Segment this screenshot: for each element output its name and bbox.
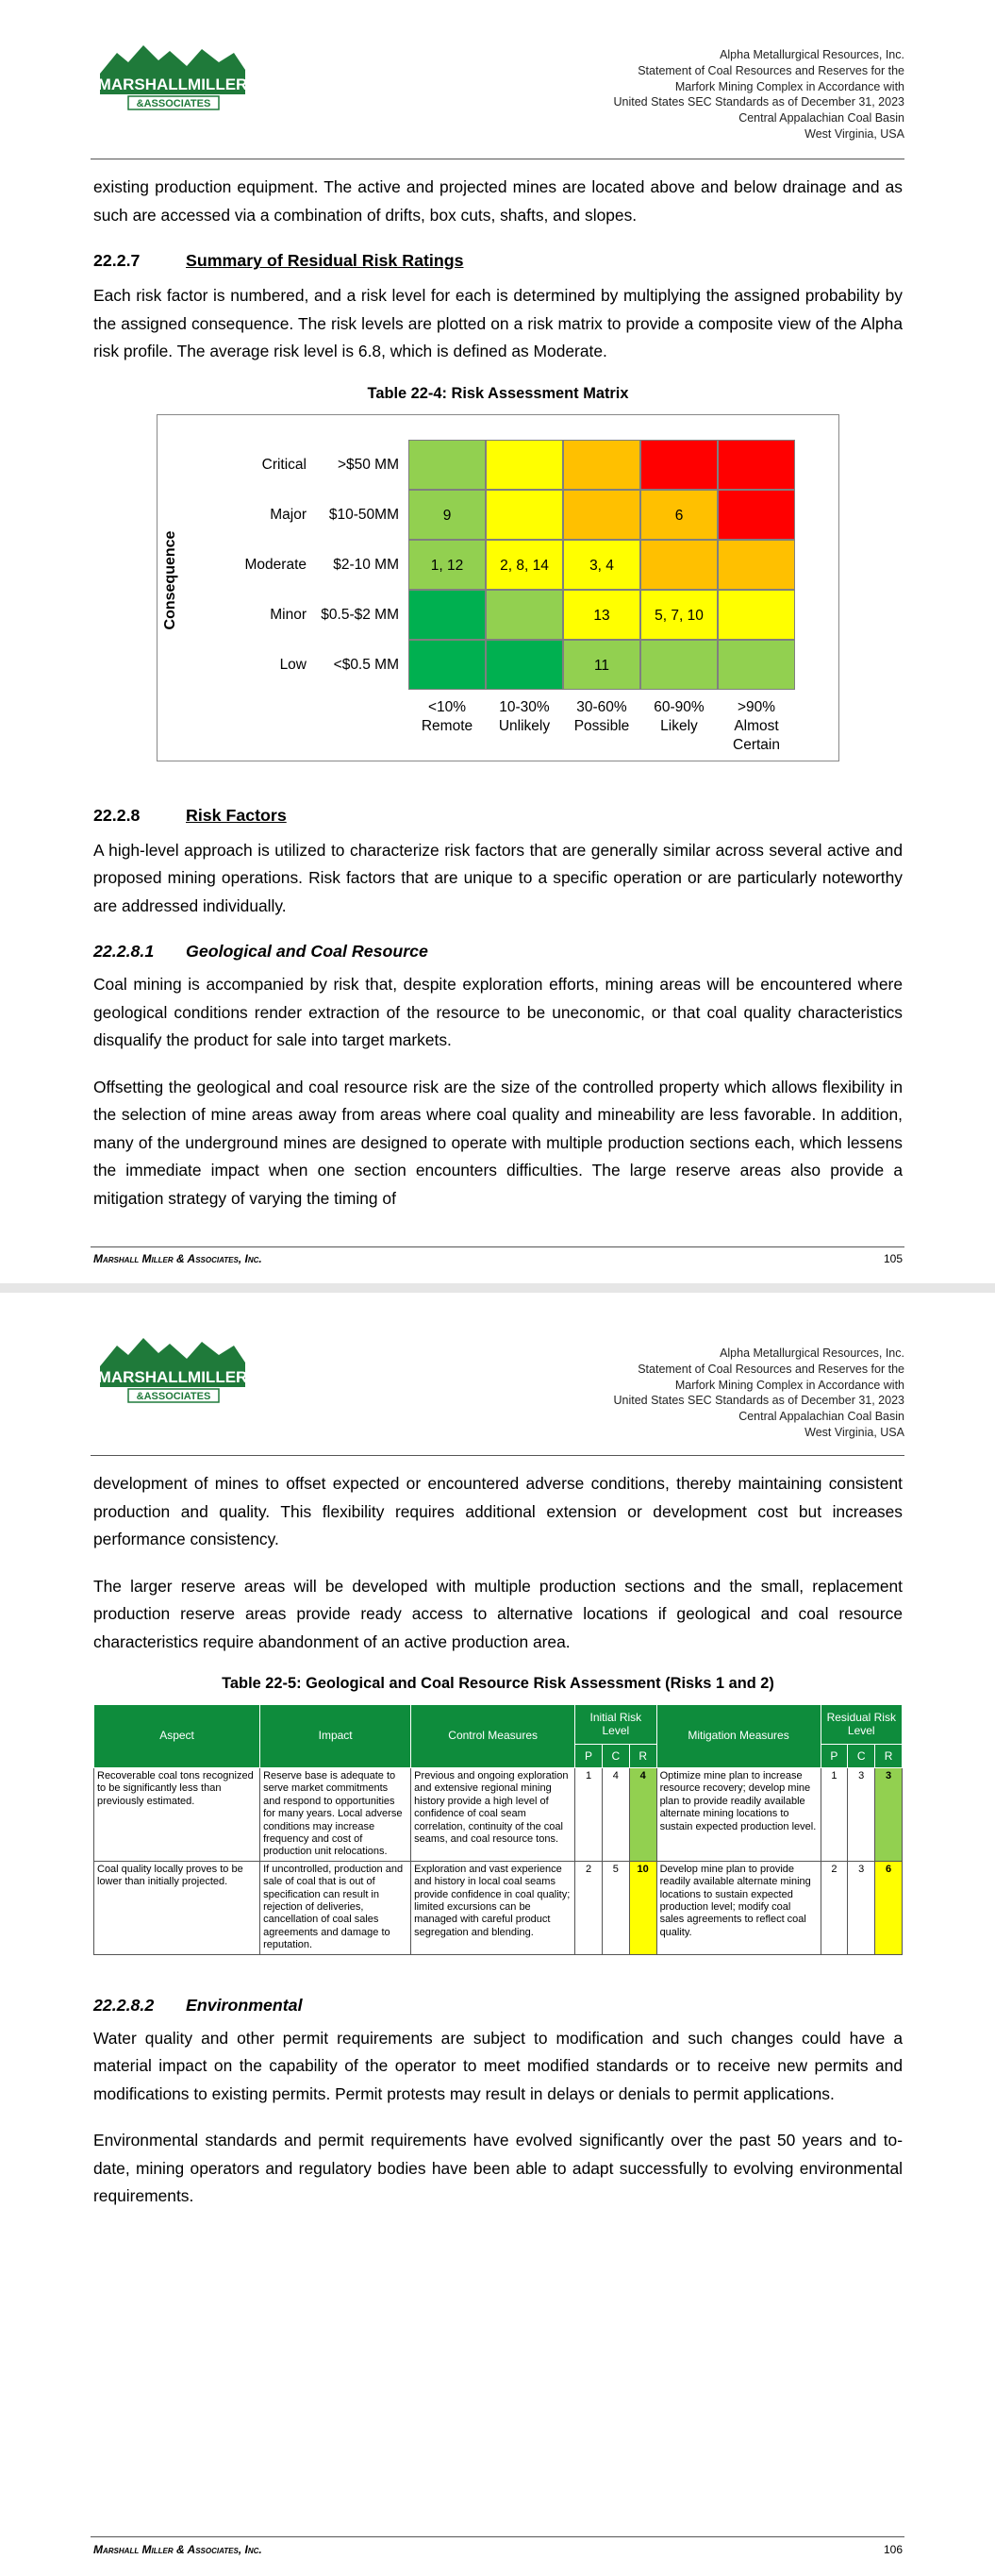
cell-initial-p: 2: [575, 1861, 603, 1954]
matrix-cell: 13: [563, 590, 640, 640]
probability-label-line: Likely: [660, 717, 698, 734]
svg-text:&ASSOCIATES: &ASSOCIATES: [136, 98, 211, 109]
cell-aspect: Recoverable coal tons recognized to be significantly less than previously estimated.: [94, 1768, 260, 1862]
cell-residual-p: 2: [821, 1861, 848, 1954]
cell-initial-r: 4: [629, 1768, 656, 1862]
consequence-label: Moderate: [244, 556, 307, 573]
marshall-miller-logo: [96, 42, 247, 113]
header-line: Central Appalachian Coal Basin: [738, 1410, 904, 1424]
paragraph: development of mines to offset expected or encountered adverse conditions, thereby maintaining consistent production and quality. This flexibility requires additional extension or development cost but increases performance consistency.: [93, 1474, 903, 1548]
header-line: Alpha Metallurgical Resources, Inc.: [720, 48, 904, 61]
paragraph: The larger reserve areas will be developed with multiple production sections and the small, replacement production reserve areas provide ready access to alternative locations if geological and coal resource characteristics require abandonment of an active production area.: [93, 1576, 903, 1651]
consequence-amount: $2-10 MM: [333, 556, 399, 573]
page-content: [93, 1470, 903, 2230]
section-number: 22.2.7: [93, 251, 141, 270]
section-heading: [93, 248, 903, 273]
matrix-cell: [640, 640, 718, 690]
page-number: 105: [883, 1252, 903, 1265]
probability-label-line: >90%: [737, 698, 776, 715]
matrix-cell: [563, 490, 640, 540]
matrix-row: [158, 590, 837, 640]
matrix-cell: [718, 490, 795, 540]
cell-impact: If uncontrolled, production and sale of coal that is out of specification can result in rejection of deliveries, cancellation of coal sales agreements and damage to reputation.: [260, 1861, 411, 1954]
section-title: Geological and Coal Resource: [186, 942, 428, 961]
header-c: C: [848, 1745, 875, 1768]
matrix-cell: [486, 590, 563, 640]
matrix-row: [158, 540, 837, 590]
paragraph: Water quality and other permit requirements are subject to modification and such changes could have a material impact on the capability of the operator to meet modified standards or to receive new permits and modifications to existing permits. Permit protests may result in delays or denials to permit applications.: [93, 2028, 903, 2103]
probability-label-line: <10%: [427, 698, 467, 715]
header-rule: [91, 1455, 904, 1456]
matrix-cell: [718, 590, 795, 640]
cell-control: Exploration and vast experience and history in local coal seams provide confidence in coal quality; limited excursions can be managed with careful product segregation and blending.: [411, 1861, 575, 1954]
probability-label-line: 30-60%: [576, 698, 627, 715]
table-caption: Table 22-4: Risk Assessment Matrix: [367, 384, 629, 402]
matrix-cell: [718, 640, 795, 690]
header-line: Central Appalachian Coal Basin: [738, 111, 904, 125]
consequence-amount: $0.5-$2 MM: [321, 606, 399, 623]
matrix-cell: [408, 590, 486, 640]
cell-initial-p: 1: [575, 1768, 603, 1862]
header-line: Alpha Metallurgical Resources, Inc.: [720, 1347, 904, 1360]
section-number: 22.2.8: [93, 805, 141, 825]
matrix-cell: [718, 540, 795, 590]
paragraph: A high-level approach is utilized to characterize risk factors that are generally similar across several active and proposed mining operations. Risk factors that are unique to a specific operation or are particularly noteworthy are addressed individually.: [93, 840, 903, 915]
paragraph: Each risk factor is numbered, and a risk level for each is determined by multiplying the assigned probability by the assigned consequence. The risk levels are plotted on a risk matrix to provide a composite view of the Alpha risk profile. The average risk level is 6.8, which is defined as Moderate.: [93, 286, 903, 360]
probability-label-line: Certain: [733, 736, 780, 753]
probability-label-line: Possible: [573, 717, 630, 734]
table-row: [94, 1768, 903, 1862]
header-line: West Virginia, USA: [804, 126, 904, 141]
subsection-heading: [93, 1993, 903, 2017]
consequence-amount: $10-50MM: [328, 506, 399, 523]
svg-text:MARSHALLMILLER: MARSHALLMILLER: [97, 75, 247, 93]
probability-label-line: 60-90%: [654, 698, 705, 715]
cell-residual-p: 1: [821, 1768, 848, 1862]
header-residual-risk: Residual Risk Level: [821, 1705, 902, 1745]
svg-text:&ASSOCIATES: &ASSOCIATES: [136, 1391, 211, 1402]
consequence-label: Critical: [261, 456, 307, 473]
paragraph: Coal mining is accompanied by risk that, despite exploration efforts, mining areas will be encountered where geological conditions render extraction of the resource to be uneconomic, or that coal quality characteristics disqualify the product for sale into target markets.: [93, 975, 903, 1049]
matrix-cell: [640, 540, 718, 590]
matrix-cell: 5, 7, 10: [640, 590, 718, 640]
matrix-cell: 9: [408, 490, 486, 540]
svg-text:MARSHALLMILLER: MARSHALLMILLER: [97, 1368, 247, 1386]
page-header: [613, 1346, 904, 1441]
subsection-heading: [93, 939, 903, 963]
probability-label: [408, 698, 486, 736]
footer-rule: [91, 1246, 904, 1247]
paragraph: Offsetting the geological and coal resource risk are the size of the controlled property which allows flexibility in the selection of mine areas away from areas where coal quality and mineability are less favorable. In addition, many of the underground mines are designed to operate with multiple production sections each, which lessens the immediate impact when one section encounters difficulties. The large reserve areas also provide a mitigation strategy of varying the timing of: [93, 1077, 903, 1208]
paragraph: Environmental standards and permit requirements have evolved significantly over the past 50 years and to-date, mining operators and regulatory bodies have been able to adapt successfully to evolving environmental requirements.: [93, 2131, 903, 2206]
header-p: P: [821, 1745, 848, 1768]
matrix-cell: [486, 490, 563, 540]
header-line: United States SEC Standards as of December 31, 2023: [613, 95, 904, 109]
matrix-cell: [563, 440, 640, 490]
section-title: Risk Factors: [186, 805, 287, 825]
header-r: R: [875, 1745, 903, 1768]
header-c: C: [602, 1745, 629, 1768]
probability-label-line: 10-30%: [499, 698, 550, 715]
consequence-amount: >$50 MM: [337, 456, 399, 473]
header-initial-risk: Initial Risk Level: [575, 1705, 656, 1745]
matrix-cell: [408, 440, 486, 490]
header-p: P: [575, 1745, 603, 1768]
cell-initial-r: 10: [629, 1861, 656, 1954]
cell-aspect: Coal quality locally proves to be lower than initially projected.: [94, 1861, 260, 1954]
matrix-cell: [408, 640, 486, 690]
matrix-cell: 6: [640, 490, 718, 540]
consequence-amount: <$0.5 MM: [333, 656, 399, 673]
section-title: Summary of Residual Risk Ratings: [186, 251, 464, 270]
cell-control: Previous and ongoing exploration and extensive regional mining history provide a high level of confidence of coal seam correlation, continuity of the coal seams, and coal resource tons.: [411, 1768, 575, 1862]
page-content: [93, 174, 903, 1231]
risk-matrix: [157, 414, 839, 761]
page-footer: [93, 1252, 903, 1265]
header-line: United States SEC Standards as of December 31, 2023: [613, 1394, 904, 1408]
cell-initial-c: 4: [602, 1768, 629, 1862]
cell-impact: Reserve base is adequate to serve market commitments and respond to opportunities for many years. Local adverse conditions may increase frequency and cost of production unit relocations.: [260, 1768, 411, 1862]
table-caption: Table 22-5: Geological and Coal Resource Risk Assessment (Risks 1 and 2): [222, 1675, 774, 1692]
section-title: Environmental: [186, 1995, 303, 2015]
paragraph: existing production equipment. The active and projected mines are located above and below drainage and as such are accessed via a combination of drifts, box cuts, shafts, and slopes.: [93, 177, 903, 225]
section-heading: [93, 803, 903, 828]
footer-firm: Marshall Miller & Associates, Inc.: [93, 2543, 262, 2556]
cell-residual-r: 3: [875, 1768, 903, 1862]
cell-initial-c: 5: [602, 1861, 629, 1954]
header-control: Control Measures: [411, 1705, 575, 1768]
probability-label-line: Unlikely: [498, 717, 551, 734]
risk-assessment-table: [93, 1704, 903, 1955]
header-r: R: [629, 1745, 656, 1768]
probability-label: [718, 698, 795, 755]
footer-firm: Marshall Miller & Associates, Inc.: [93, 1252, 262, 1265]
cell-mitigation: Develop mine plan to provide readily available alternate mining locations to sustain expected production level; modify coal sales agreements to reflect coal quality.: [656, 1861, 821, 1954]
cell-residual-c: 3: [848, 1768, 875, 1862]
footer-rule: [91, 2536, 904, 2537]
marshall-miller-logo: [96, 1334, 247, 1406]
probability-label: [563, 698, 640, 736]
page-footer: [93, 2543, 903, 2556]
matrix-row: [158, 640, 837, 690]
page-105: [0, 0, 995, 1283]
table-row: [94, 1861, 903, 1954]
header-line: West Virginia, USA: [804, 1425, 904, 1439]
header-line: Statement of Coal Resources and Reserves for the: [638, 1362, 904, 1376]
matrix-cell: [486, 440, 563, 490]
header-line: Marfork Mining Complex in Accordance with: [674, 79, 904, 93]
cell-residual-c: 3: [848, 1861, 875, 1954]
cell-residual-r: 6: [875, 1861, 903, 1954]
probability-label-line: Almost: [734, 717, 779, 734]
consequence-label: Major: [270, 506, 307, 523]
header-mitigation: Mitigation Measures: [656, 1705, 821, 1768]
consequence-label: Low: [279, 656, 307, 673]
matrix-cell: 1, 12: [408, 540, 486, 590]
matrix-y-label-text: Consequence: [162, 530, 178, 629]
header-line: Statement of Coal Resources and Reserves for the: [638, 63, 904, 77]
probability-label: [640, 698, 718, 736]
page-number: 106: [883, 2543, 903, 2556]
section-number: 22.2.8.1: [93, 942, 155, 961]
cell-mitigation: Optimize mine plan to increase resource recovery; develop mine plan to provide readily available alternate mining locations to sustain expected production level.: [656, 1768, 821, 1862]
probability-label: [486, 698, 563, 736]
header-impact: Impact: [260, 1705, 411, 1768]
matrix-cell: 11: [563, 640, 640, 690]
matrix-cell: [718, 440, 795, 490]
page-header: [613, 47, 904, 142]
page-106: [0, 1293, 995, 2576]
matrix-cell: [640, 440, 718, 490]
consequence-label: Minor: [270, 606, 307, 623]
probability-label-line: Remote: [421, 717, 473, 734]
matrix-cell: [486, 640, 563, 690]
section-number: 22.2.8.2: [93, 1995, 155, 2015]
matrix-row: [158, 440, 837, 490]
matrix-cell: 2, 8, 14: [486, 540, 563, 590]
matrix-row: [158, 490, 837, 540]
header-line: Marfork Mining Complex in Accordance with: [674, 1378, 904, 1392]
matrix-cell: 3, 4: [563, 540, 640, 590]
header-aspect: Aspect: [94, 1705, 260, 1768]
